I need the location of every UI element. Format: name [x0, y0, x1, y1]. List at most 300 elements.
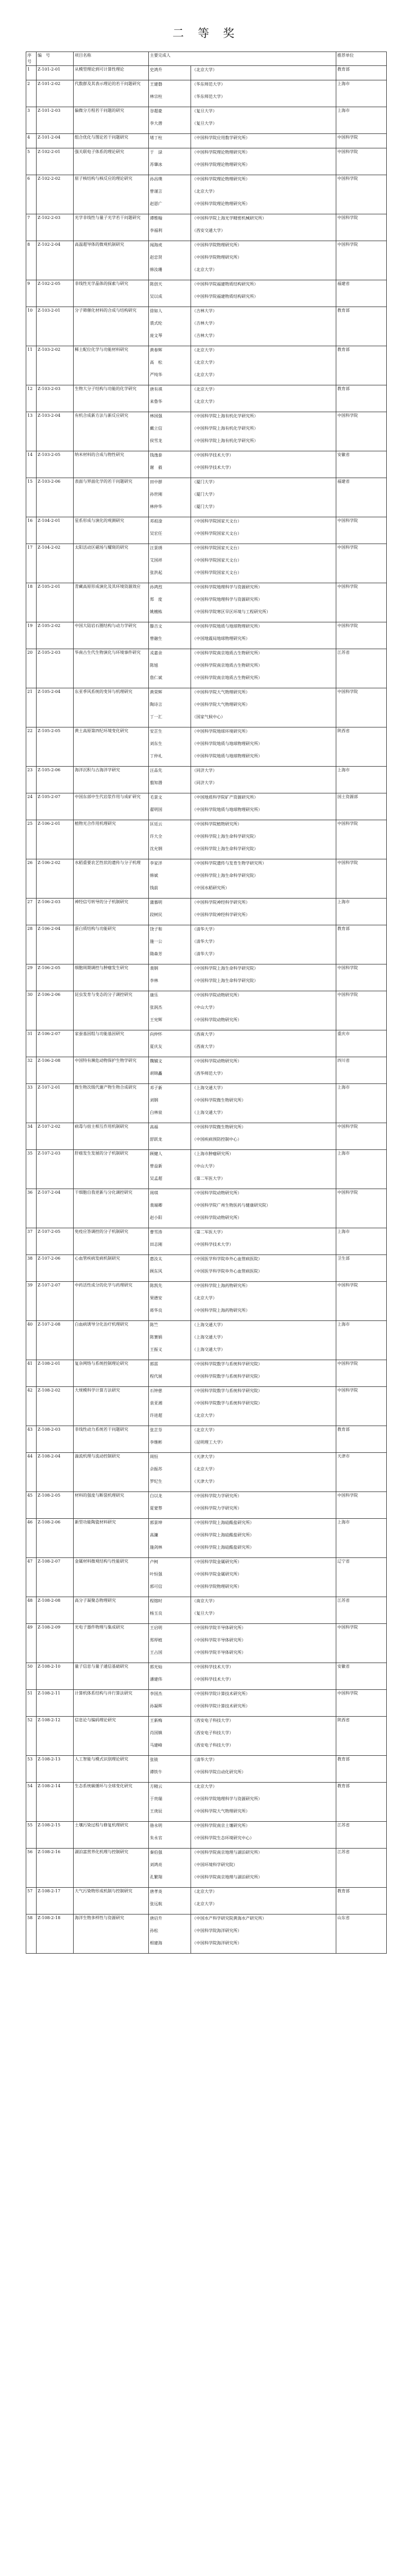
member-institution: （中国科学院上海药物研究所）	[192, 1283, 250, 1288]
row-nominator: 陕西省	[336, 727, 387, 767]
table-row	[26, 991, 387, 1030]
member-name: 程代展	[150, 1374, 162, 1379]
row-member-names	[149, 412, 191, 451]
row-code: Z-108-2-15	[37, 1822, 74, 1849]
row-member-institutions	[191, 107, 336, 134]
row-nominator: 国土资源部	[336, 793, 387, 820]
table-row	[26, 1189, 387, 1228]
member-name: 惠汝太	[150, 1257, 162, 1261]
member-institution: （第二军医大学）	[192, 1230, 225, 1234]
member-institution: （中国科学院物理研究所）	[192, 1584, 242, 1589]
row-nominator: 中国科学院	[336, 859, 387, 899]
row-nominator: 中国科学院	[336, 412, 387, 451]
row-project: 东亚季风系统的变异与机理研究	[74, 688, 149, 727]
row-member-names	[149, 175, 191, 214]
row-member-institutions	[191, 1822, 336, 1849]
member-name: 卢柯	[150, 1560, 158, 1564]
member-name: 佘振苏	[150, 1467, 162, 1471]
member-name: 唐有祺	[150, 387, 162, 392]
row-number: 53	[26, 1756, 37, 1783]
member-name: 闻海虎	[150, 243, 162, 247]
member-name: 于 渌	[150, 150, 162, 155]
member-name: 李继彬	[150, 1440, 162, 1445]
member-name: 饶子和	[150, 927, 162, 931]
row-member-institutions	[191, 1783, 336, 1822]
row-project: 大气污染物形成机制与控制研究	[74, 1888, 149, 1914]
row-member-names	[149, 622, 191, 649]
row-number: 54	[26, 1783, 37, 1822]
member-institution: （北京大学）	[192, 1428, 217, 1432]
row-project: 非线性光学晶体的探索与研究	[74, 280, 149, 307]
row-code: Z-104-2-02	[37, 544, 74, 583]
row-member-institutions	[191, 307, 336, 346]
member-name: 陶诗言	[150, 702, 162, 707]
member-institution: （中国科学院动物研究所）	[192, 1191, 242, 1195]
row-project: 黄土高原第四纪环境变化研究	[74, 727, 149, 767]
row-nominator: 江苏省	[336, 1597, 387, 1624]
row-project: 稀土配位化学与功能材料研究	[74, 346, 149, 385]
member-name: 蒋华良	[150, 1308, 162, 1313]
row-number: 29	[26, 964, 37, 991]
member-name: 黄荣辉	[150, 690, 162, 694]
member-name: 田志刚	[150, 1242, 162, 1247]
member-name: 吴宏任	[150, 531, 162, 536]
row-member-names	[149, 1030, 191, 1057]
member-institution: （中国科学院数学与系统科学研究院）	[192, 1401, 262, 1405]
member-institution: （中国科学技术大学）	[192, 453, 233, 457]
member-institution: （复旦大学）	[192, 109, 217, 113]
row-nominator: 教育部	[336, 1888, 387, 1914]
member-institution: （中国科学院微生物研究所）	[192, 1098, 246, 1103]
member-name: 陈竺	[150, 1323, 158, 1327]
header-project: 项目名称	[74, 52, 149, 66]
member-institution: （西南大学）	[192, 1044, 217, 1049]
row-project: 心血管疾病发病机制研究	[74, 1255, 149, 1282]
member-institution: （上海交通大学）	[192, 1086, 225, 1090]
member-institution: （吉林大学）	[192, 321, 217, 326]
row-code: Z-102-2-02	[37, 175, 74, 214]
member-name: 谭铁牛	[150, 1770, 162, 1774]
row-project: 植物光合作用机理研究	[74, 820, 149, 859]
member-name: 张芷芬	[150, 1428, 162, 1432]
member-institution: （北京大学）	[192, 1413, 217, 1418]
row-code: Z-104-2-01	[37, 517, 74, 544]
row-member-names	[149, 767, 191, 793]
row-code: Z-105-2-07	[37, 793, 74, 820]
member-institution: （复旦大学）	[192, 121, 217, 126]
row-code: Z-107-2-01	[37, 1084, 74, 1123]
member-institution: （中国科学院海洋研究所）	[192, 1941, 242, 1945]
table-header-row	[26, 52, 387, 66]
member-institution: （中国科学院数学与系统科学研究院）	[192, 1388, 262, 1393]
member-name: 刘东生	[150, 741, 162, 746]
member-institution: （上海交通大学）	[192, 1110, 225, 1115]
member-institution: （中国科学技术大学）	[192, 1665, 233, 1669]
row-member-institutions	[191, 346, 336, 385]
member-institution: （中国科学院地质与地球物理研究所）	[192, 741, 262, 746]
row-code: Z-106-2-05	[37, 964, 74, 991]
row-project: 强关联电子体系的理论研究	[74, 148, 149, 175]
row-number: 16	[26, 517, 37, 544]
member-name: 李林	[150, 978, 158, 983]
member-name: 韩汝珊	[150, 267, 162, 272]
member-name: 翟明国	[150, 807, 162, 812]
member-name: 周琪	[150, 1191, 158, 1195]
row-member-names	[149, 1387, 191, 1426]
row-project: 星系形成与演化的观测研究	[74, 517, 149, 544]
table-row	[26, 346, 387, 385]
member-institution: （中国科学院上海药物研究所）	[192, 1308, 250, 1313]
member-name: 石钟慈	[150, 1388, 162, 1393]
row-member-institutions	[191, 241, 336, 280]
row-nominator: 教育部	[336, 1783, 387, 1822]
row-code: Z-106-2-02	[37, 859, 74, 899]
row-code: Z-107-2-04	[37, 1189, 74, 1228]
member-institution: （中国科学技术大学）	[192, 1242, 233, 1247]
member-name: 孙鸿烈	[150, 585, 162, 589]
row-project: 原子核结构与核反应的理论研究	[74, 175, 149, 214]
member-institution: （中国科学院上海有机化学研究所）	[192, 438, 258, 443]
member-institution: （中国医学科学院阜外心血管病医院）	[192, 1269, 262, 1274]
row-project: 光电子器件物理与集成研究	[74, 1624, 149, 1663]
row-member-institutions	[191, 622, 336, 649]
member-name: 李福利	[150, 228, 162, 233]
row-nominator: 中国科学院	[336, 688, 387, 727]
row-member-names	[149, 1663, 191, 1690]
member-name: 张洪起	[150, 570, 162, 575]
row-member-names	[149, 544, 191, 583]
member-institution: （中国科学院大气物理研究所）	[192, 702, 250, 707]
member-name: 孙世刚	[150, 492, 162, 497]
member-name: 裴钢	[150, 966, 158, 971]
row-member-institutions	[191, 964, 336, 991]
member-institution: （中国科学院上海生命科学研究院）	[192, 966, 258, 971]
row-nominator: 中国科学院	[336, 1360, 387, 1387]
member-institution: （北京大学）	[192, 67, 217, 72]
member-name: 白林泉	[150, 1110, 162, 1115]
table-row	[26, 307, 387, 346]
row-nominator: 中国科学院	[336, 175, 387, 214]
row-project: 海洋生物多样性与资源研究	[74, 1914, 149, 1954]
member-institution: （中国科学院应用数学研究所）	[192, 135, 250, 140]
member-name: 丁一汇	[150, 715, 162, 719]
member-name: 陈赛娟	[150, 1335, 162, 1340]
member-institution: （中国地质科学院矿产资源研究所）	[192, 795, 258, 800]
row-number: 50	[26, 1663, 37, 1690]
row-code: Z-102-2-05	[37, 280, 74, 307]
row-member-institutions	[191, 583, 336, 622]
row-nominator: 中国科学院	[336, 1690, 387, 1717]
member-institution: （中国科学院南京地质古生物研究所）	[192, 675, 262, 680]
member-institution: （中国科学院上海生命科学研究院）	[192, 873, 258, 878]
member-institution: （西安交通大学）	[192, 228, 225, 233]
row-project: 分子筛催化材料的合成与结构研究	[74, 307, 149, 346]
member-name: 赵忠贤	[150, 255, 162, 260]
table-row	[26, 214, 387, 241]
member-name: 钱前	[150, 886, 158, 890]
row-member-institutions	[191, 280, 336, 307]
row-number: 52	[26, 1717, 37, 1756]
member-name: 顾东风	[150, 1269, 162, 1274]
row-project: 金属材料微观结构与性能研究	[74, 1558, 149, 1597]
member-institution: （中国科学院南京地质古生物研究所）	[192, 651, 262, 655]
row-member-institutions	[191, 1756, 336, 1783]
member-institution: （北京大学）	[192, 399, 217, 404]
row-nominator: 上海市	[336, 767, 387, 793]
row-project: 光学非线性与量子光学若干问题研究	[74, 214, 149, 241]
member-institution: （中国科学院半导体研究所）	[192, 1638, 246, 1642]
row-code: Z-102-2-01	[37, 148, 74, 175]
member-name: 陈凯先	[150, 1283, 162, 1288]
member-institution: （华东师范大学）	[192, 82, 225, 87]
row-project: 偏微分方程若干问题的研究	[74, 107, 149, 134]
member-institution: （清华大学）	[192, 952, 217, 956]
row-project: 中国特有濒危动物保护生物学研究	[74, 1057, 149, 1084]
row-project: 代数群及其表示理论的若干问题研究	[74, 80, 149, 107]
row-code: Z-108-2-03	[37, 1426, 74, 1453]
member-institution: （西安电子科技大学）	[192, 1718, 233, 1723]
member-institution: （中国科学院金属研究所）	[192, 1560, 242, 1564]
member-name: 赵恩广	[150, 201, 162, 206]
row-member-institutions	[191, 134, 336, 148]
member-name: 郭雷	[150, 1362, 158, 1366]
member-name: 刘钢	[150, 1098, 158, 1103]
row-project: 量子信息与量子通信基础研究	[74, 1663, 149, 1690]
member-name: 于贵瑞	[150, 1797, 162, 1801]
row-project: 太阳活动区磁场与耀斑的研究	[74, 544, 149, 583]
member-name: 果德安	[150, 1296, 162, 1300]
member-name: 杨玉良	[150, 1611, 162, 1616]
row-member-names	[149, 1888, 191, 1914]
row-number: 25	[26, 820, 37, 859]
row-member-institutions	[191, 1558, 336, 1597]
row-nominator: 中国科学院	[336, 148, 387, 175]
row-member-institutions	[191, 451, 336, 478]
row-number: 57	[26, 1888, 37, 1914]
table-row	[26, 134, 387, 148]
row-code: Z-101-2-03	[37, 107, 74, 134]
member-institution: （中国科学院南京土壤研究所）	[192, 1823, 250, 1828]
member-institution: （中国科学院力学研究所）	[192, 1506, 242, 1511]
table-row	[26, 1519, 387, 1558]
row-member-names	[149, 1822, 191, 1849]
row-number: 39	[26, 1282, 37, 1321]
row-code: Z-108-2-14	[37, 1783, 74, 1822]
member-institution: （北京大学）	[192, 387, 217, 392]
member-institution: （中国科学院半导体研究所）	[192, 1625, 246, 1630]
row-number: 56	[26, 1849, 37, 1888]
member-name: 安芷生	[150, 729, 162, 734]
row-nominator: 中国科学院	[336, 1387, 387, 1426]
row-project: 细胞周期调控与肿瘤发生研究	[74, 964, 149, 991]
row-project: 华南古生代生物演化与环境事件研究	[74, 649, 149, 688]
row-number: 42	[26, 1387, 37, 1426]
member-institution: （中国科学院计算技术研究所）	[192, 1704, 250, 1708]
row-code: Z-108-2-09	[37, 1624, 74, 1663]
table-row	[26, 385, 387, 412]
row-code: Z-102-2-03	[37, 214, 74, 241]
row-nominator: 上海市	[336, 80, 387, 107]
row-member-names	[149, 793, 191, 820]
row-member-names	[149, 307, 191, 346]
row-number: 20	[26, 649, 37, 688]
table-row	[26, 241, 387, 280]
row-member-institutions	[191, 727, 336, 767]
row-project: 水稻重要农艺性状的遗传与分子机理	[74, 859, 149, 899]
member-name: 许大全	[150, 834, 162, 839]
member-name: 谭维翰	[150, 216, 162, 221]
row-nominator: 中国科学院	[336, 583, 387, 622]
row-code: Z-107-2-05	[37, 1228, 74, 1255]
row-member-names	[149, 1717, 191, 1756]
row-nominator: 江苏省	[336, 1822, 387, 1849]
row-nominator: 江苏省	[336, 649, 387, 688]
member-name: 钱逸泰	[150, 453, 162, 457]
row-number: 13	[26, 412, 37, 451]
table-row	[26, 451, 387, 478]
member-name: 严纯华	[150, 372, 162, 377]
row-member-names	[149, 517, 191, 544]
row-number: 55	[26, 1822, 37, 1849]
row-code: Z-108-2-18	[37, 1914, 74, 1954]
row-code: Z-108-2-07	[37, 1558, 74, 1597]
member-institution: （中国水稻研究所）	[192, 886, 229, 890]
member-institution: （中国科学院地质与地球物理研究所）	[192, 624, 262, 629]
table-row	[26, 727, 387, 767]
row-number: 27	[26, 899, 37, 925]
row-member-institutions	[191, 544, 336, 583]
row-number: 12	[26, 385, 37, 412]
row-member-names	[149, 1189, 191, 1228]
row-code: Z-106-2-04	[37, 925, 74, 964]
member-name: 艾国祥	[150, 558, 162, 563]
member-institution: （中国科学院上海硅酸盐研究所）	[192, 1520, 254, 1525]
row-nominator: 安徽省	[336, 1663, 387, 1690]
member-name: 苏肇冰	[150, 162, 162, 167]
member-institution: （中国科学院地球环境研究所）	[192, 729, 250, 734]
row-member-names	[149, 820, 191, 859]
member-institution: （中国科学院半导体研究所）	[192, 1650, 246, 1655]
row-member-institutions	[191, 899, 336, 925]
member-name: 秦伯强	[150, 1850, 162, 1855]
member-name: 黄春辉	[150, 348, 162, 352]
member-institution: （中国科学院国家天文台）	[192, 558, 242, 563]
table-row	[26, 622, 387, 649]
row-member-names	[149, 1084, 191, 1123]
member-name: 汪品先	[150, 768, 162, 773]
table-row	[26, 964, 387, 991]
table-row	[26, 793, 387, 820]
row-project: 肝癌发生发展的分子机制研究	[74, 1150, 149, 1189]
member-institution: （同济大学）	[192, 781, 217, 785]
row-number: 14	[26, 451, 37, 478]
row-project: 人工智能与模式识别理论研究	[74, 1756, 149, 1783]
row-member-names	[149, 1783, 191, 1822]
row-member-institutions	[191, 175, 336, 214]
member-institution: （中国科学院上海生命科学研究院）	[192, 978, 258, 983]
row-project: 湖泊富营养化机理与控制研究	[74, 1849, 149, 1888]
member-institution: （华东师范大学）	[192, 94, 225, 99]
row-nominator: 福建省	[336, 280, 387, 307]
row-code: Z-103-2-03	[37, 385, 74, 412]
row-nominator: 中国科学院	[336, 241, 387, 280]
member-institution: （中国科学院上海硅酸盐研究所）	[192, 1545, 254, 1550]
row-code: Z-106-2-08	[37, 1057, 74, 1084]
row-number: 44	[26, 1453, 37, 1492]
member-name: 骆永明	[150, 1823, 162, 1828]
row-member-institutions	[191, 1057, 336, 1084]
row-number: 38	[26, 1255, 37, 1282]
row-project: 纳米材料的合成与物性研究	[74, 451, 149, 478]
member-institution: （中国科学院动物研究所）	[192, 1018, 242, 1022]
row-member-names	[149, 859, 191, 899]
member-name: 史鸿升	[150, 67, 162, 72]
member-institution: （清华大学）	[192, 1757, 217, 1762]
row-member-institutions	[191, 1888, 336, 1914]
member-institution: （中国科学院理论物理研究所）	[192, 150, 250, 155]
member-name: 向仲怀	[150, 1032, 162, 1037]
member-institution: （第二军医大学）	[192, 1176, 225, 1181]
member-institution: （北京大学）	[192, 1784, 217, 1789]
row-number: 17	[26, 544, 37, 583]
member-name: 陈旭	[150, 663, 158, 668]
row-member-names	[149, 66, 191, 80]
row-number: 32	[26, 1057, 37, 1084]
row-project: 海洋沉积与古海洋学研究	[74, 767, 149, 793]
table-row	[26, 66, 387, 80]
member-name: 郭可信	[150, 1584, 162, 1589]
row-nominator: 山东省	[336, 1914, 387, 1954]
row-nominator: 教育部	[336, 307, 387, 346]
row-member-institutions	[191, 1150, 336, 1189]
member-name: 姚檀栋	[150, 609, 162, 614]
row-code: Z-108-2-16	[37, 1849, 74, 1888]
member-institution: （西安电子科技大学）	[192, 1743, 233, 1748]
member-name: 段树民	[150, 912, 162, 917]
row-nominator: 重庆市	[336, 1030, 387, 1057]
row-number: 18	[26, 583, 37, 622]
row-member-names	[149, 385, 191, 412]
row-number: 2	[26, 80, 37, 107]
member-name: 匡廷云	[150, 822, 162, 826]
row-member-institutions	[191, 1690, 336, 1717]
table-body	[26, 66, 387, 1954]
row-member-institutions	[191, 385, 336, 412]
member-name: 林仲华	[150, 504, 162, 509]
row-project: 中国东部中生代岩浆作用与成矿研究	[74, 793, 149, 820]
row-project: 生态系统碳循环与全球变化研究	[74, 1783, 149, 1822]
member-name: 顾健人	[150, 1151, 162, 1156]
row-nominator: 四川省	[336, 1057, 387, 1084]
member-name: 毛景文	[150, 795, 162, 800]
member-institution: （中国科学院上海生命科学研究院）	[192, 846, 258, 851]
row-member-names	[149, 478, 191, 517]
row-member-institutions	[191, 820, 336, 859]
member-institution: （中山大学）	[192, 1164, 217, 1168]
row-member-names	[149, 727, 191, 767]
member-institution: （中国科学技术大学）	[192, 465, 233, 470]
row-nominator: 中国科学院	[336, 1282, 387, 1321]
member-name: 林国强	[150, 414, 162, 418]
member-institution: （中国科学院数学与系统科学研究院）	[192, 1374, 262, 1379]
member-name: 胡锦矗	[150, 1071, 162, 1076]
row-nominator: 江苏省	[336, 1849, 387, 1888]
row-member-institutions	[191, 1492, 336, 1519]
table-row	[26, 517, 387, 544]
member-name: 邓祖淦	[150, 519, 162, 523]
member-institution: （中国科学院广州生物医药与健康研究院）	[192, 1203, 270, 1208]
row-number: 31	[26, 1030, 37, 1057]
